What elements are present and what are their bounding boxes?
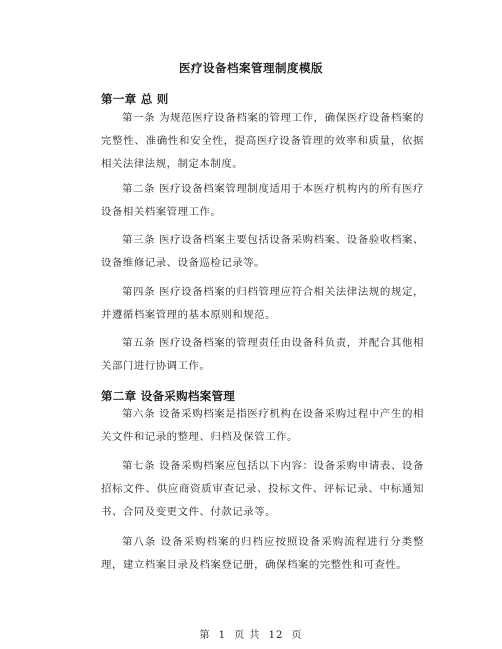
footer-suffix: 页 xyxy=(291,630,303,641)
document-title: 医疗设备档案管理制度模版 xyxy=(179,61,323,75)
article-6: 第六条 设备采购档案是指医疗机构在设备采购过程中产生的相关文件和记录的整理、归档及保管工作。 xyxy=(101,408,424,443)
article-5: 第五条 医疗设备档案的管理责任由设备科负责，并配合其他相关部门进行协调工作。 xyxy=(101,337,424,372)
chapter-2-heading: 第二章 设备采购档案管理 xyxy=(101,389,236,403)
page-footer xyxy=(0,626,502,641)
article-2: 第二条 医疗设备档案管理制度适用于本医疗机构内的所有医疗设备相关档案管理工作。 xyxy=(101,183,424,218)
footer-prefix: 第 xyxy=(199,630,211,641)
article-7: 第七条 设备采购档案应包括以下内容：设备采购申请表、设备招标文件、供应商资质审查记录、投标文件、评标记录、中标通知书、合同及变更文件、付款记录等。 xyxy=(101,460,424,518)
footer-total-pages: 12 xyxy=(268,630,284,641)
footer-middle: 页 共 xyxy=(234,630,261,641)
footer-page-number: 1 xyxy=(218,630,227,641)
article-1: 第一条 为规范医疗设备档案的管理工作，确保医疗设备档案的完整性、准确性和安全性，提高医疗设备管理的效率和质量，依据相关法律法规，制定本制度。 xyxy=(101,112,424,170)
article-8: 第八条 设备采购档案的归档应按照设备采购流程进行分类整理，建立档案目录及档案登记册，确保档案的完整性和可查性。 xyxy=(101,536,424,571)
article-3: 第三条 医疗设备档案主要包括设备采购档案、设备验收档案、设备维修记录、设备巡检记录等。 xyxy=(101,234,424,269)
chapter-1-heading: 第一章 总 则 xyxy=(101,92,169,106)
article-4: 第四条 医疗设备档案的归档管理应符合相关法律法规的规定，并遵循档案管理的基本原则和规范。 xyxy=(101,286,424,321)
